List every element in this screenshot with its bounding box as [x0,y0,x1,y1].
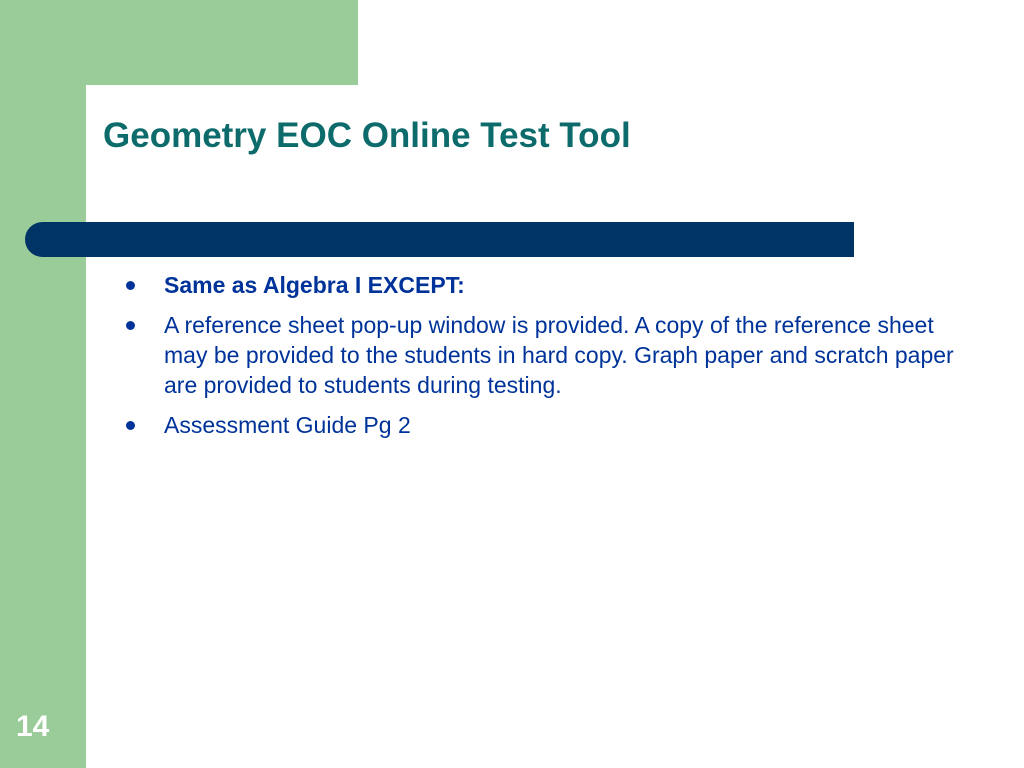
header-green-block [0,0,358,85]
slide-title: Geometry EOC Online Test Tool [103,116,631,155]
bullet-text: Assessment Guide Pg 2 [164,412,411,438]
bullet-text: A reference sheet pop-up window is provided. A copy of the reference sheet may be provided to the students in hard copy. Graph paper and scratch paper are provided to students during testing. [164,312,954,398]
bullet-item [124,310,954,400]
bullet-text: Same as Algebra I EXCEPT: [164,272,465,298]
bullet-item [124,270,954,300]
bullet-item [124,410,954,440]
bullet-dot-icon [126,421,135,430]
bullet-list [124,270,954,450]
bullet-dot-icon [126,281,135,290]
slide-number: 14 [16,710,50,743]
bullet-dot-icon [126,321,135,330]
title-divider-bar [25,222,854,257]
sidebar-green-bar [0,0,86,768]
